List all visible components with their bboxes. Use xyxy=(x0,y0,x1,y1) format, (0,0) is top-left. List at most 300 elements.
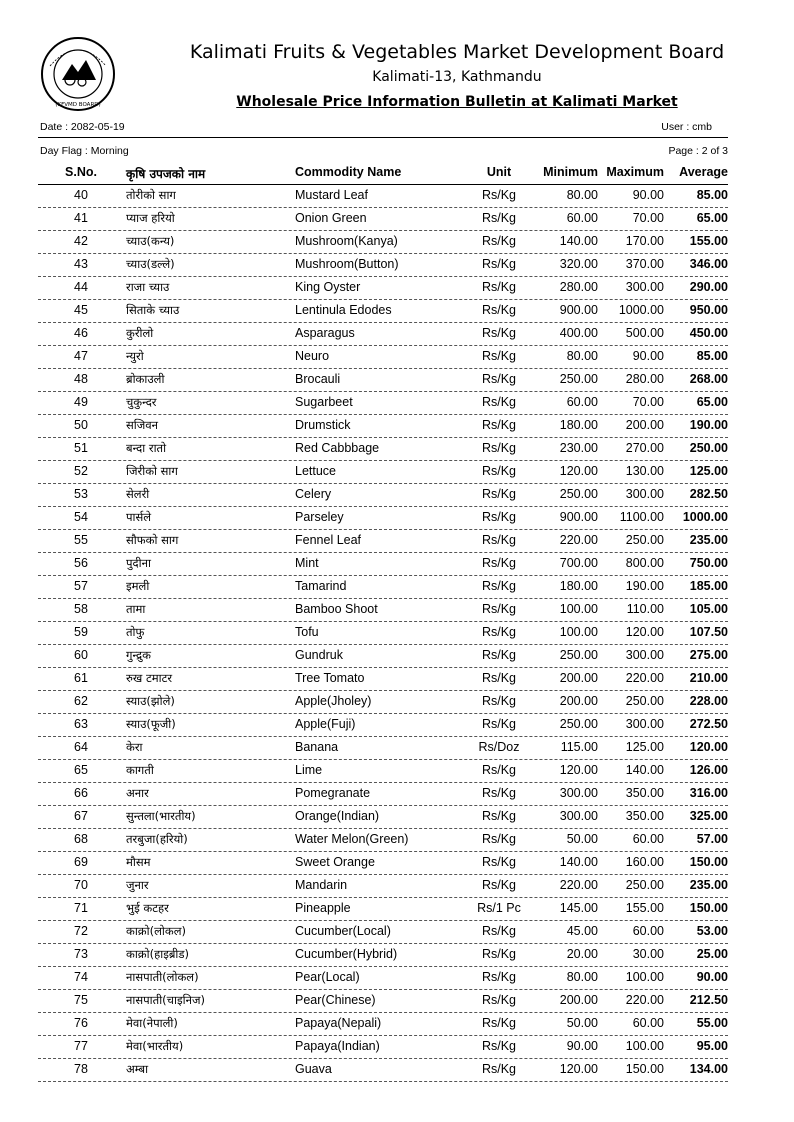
serial-number: 42 xyxy=(74,234,88,248)
commodity-name: Pineapple xyxy=(295,901,351,915)
max-price: 270.00 xyxy=(625,441,664,455)
nepali-name: सेलरी xyxy=(126,487,150,501)
nepali-name: च्याउ(डल्ले) xyxy=(126,257,175,271)
avg-price: 250.00 xyxy=(689,441,728,455)
max-price: 155.00 xyxy=(625,901,664,915)
table-row xyxy=(0,967,794,990)
nepali-name: तरबुजा(हरियो) xyxy=(126,832,188,846)
nepali-name: काक्रो(लोकल) xyxy=(126,924,186,938)
serial-number: 70 xyxy=(74,878,88,892)
serial-number: 66 xyxy=(74,786,88,800)
commodity-name: Gundruk xyxy=(295,648,343,662)
nepali-name: तोफु xyxy=(126,625,145,639)
table-row xyxy=(0,622,794,645)
avg-price: 155.00 xyxy=(689,234,728,248)
table-row xyxy=(0,254,794,277)
commodity-name: Papaya(Nepali) xyxy=(295,1016,382,1030)
report-user: User : cmb xyxy=(661,121,712,133)
commodity-name: Orange(Indian) xyxy=(295,809,380,823)
col-header-average: Average xyxy=(679,165,728,179)
avg-price: 90.00 xyxy=(696,970,728,984)
serial-number: 62 xyxy=(74,694,88,708)
avg-price: 272.50 xyxy=(689,717,728,731)
min-price: 80.00 xyxy=(566,970,598,984)
table-row xyxy=(0,369,794,392)
min-price: 180.00 xyxy=(559,579,598,593)
min-price: 45.00 xyxy=(566,924,598,938)
max-price: 70.00 xyxy=(632,211,664,225)
board-title: Kalimati Fruits & Vegetables Market Development Board xyxy=(189,41,725,63)
commodity-name: Lime xyxy=(295,763,323,777)
avg-price: 95.00 xyxy=(696,1039,728,1053)
commodity-name: Mushroom(Button) xyxy=(295,257,399,271)
table-row xyxy=(0,415,794,438)
commodity-name: King Oyster xyxy=(295,280,361,294)
col-header-maximum: Maximum xyxy=(606,165,664,179)
avg-price: 150.00 xyxy=(689,901,728,915)
table-row xyxy=(0,1013,794,1036)
min-price: 300.00 xyxy=(559,786,598,800)
nepali-name: काक्रो(हाइब्रीड) xyxy=(126,947,190,961)
table-row xyxy=(0,231,794,254)
commodity-name: Tree Tomato xyxy=(295,671,365,685)
nepali-name: पार्सले xyxy=(126,510,152,524)
commodity-name: Apple(Jholey) xyxy=(295,694,372,708)
min-price: 120.00 xyxy=(559,763,598,777)
min-price: 60.00 xyxy=(566,395,598,409)
serial-number: 76 xyxy=(74,1016,88,1030)
serial-number: 46 xyxy=(74,326,88,340)
avg-price: 450.00 xyxy=(689,326,728,340)
serial-number: 55 xyxy=(74,533,88,547)
unit: Rs/Kg xyxy=(481,464,517,478)
commodity-name: Cucumber(Hybrid) xyxy=(295,947,398,961)
serial-number: 77 xyxy=(74,1039,88,1053)
nepali-name: नासपाती(चाइनिज) xyxy=(126,993,205,1007)
nepali-name: जिरीको साग xyxy=(126,464,178,478)
min-price: 220.00 xyxy=(559,878,598,892)
max-price: 500.00 xyxy=(625,326,664,340)
commodity-name: Bamboo Shoot xyxy=(295,602,378,616)
serial-number: 65 xyxy=(74,763,88,777)
max-price: 220.00 xyxy=(625,993,664,1007)
avg-price: 150.00 xyxy=(689,855,728,869)
min-price: 900.00 xyxy=(559,510,598,524)
serial-number: 59 xyxy=(74,625,88,639)
serial-number: 41 xyxy=(74,211,88,225)
avg-price: 134.00 xyxy=(689,1062,728,1076)
serial-number: 74 xyxy=(74,970,88,984)
table-row xyxy=(0,438,794,461)
commodity-name: Tamarind xyxy=(295,579,347,593)
commodity-name: Brocauli xyxy=(295,372,341,386)
max-price: 1000.00 xyxy=(618,303,664,317)
min-price: 60.00 xyxy=(566,211,598,225)
unit: Rs/Kg xyxy=(481,1039,517,1053)
avg-price: 212.50 xyxy=(689,993,728,1007)
report-date: Date : 2082-05-19 xyxy=(40,121,125,133)
col-header-sno: S.No. xyxy=(65,165,97,179)
nepali-name: तोरीको साग xyxy=(126,188,176,202)
unit: Rs/Kg xyxy=(481,625,517,639)
nepali-name: मेवा(नेपाली) xyxy=(126,1016,178,1030)
serial-number: 49 xyxy=(74,395,88,409)
avg-price: 107.50 xyxy=(689,625,728,639)
commodity-name: Parseley xyxy=(295,510,344,524)
min-price: 700.00 xyxy=(559,556,598,570)
avg-price: 65.00 xyxy=(696,211,728,225)
min-price: 140.00 xyxy=(559,234,598,248)
col-header-nepali-name: कृषि उपजको नाम xyxy=(126,167,206,181)
table-row xyxy=(0,599,794,622)
serial-number: 61 xyxy=(74,671,88,685)
max-price: 140.00 xyxy=(625,763,664,777)
unit: Rs/Kg xyxy=(481,533,517,547)
unit: Rs/Kg xyxy=(481,809,517,823)
nepali-name: सजिवन xyxy=(126,418,159,432)
table-row xyxy=(0,208,794,231)
unit: Rs/Kg xyxy=(481,924,517,938)
unit: Rs/Kg xyxy=(481,326,517,340)
min-price: 50.00 xyxy=(566,832,598,846)
min-price: 100.00 xyxy=(559,602,598,616)
commodity-name: Banana xyxy=(295,740,339,754)
header-divider xyxy=(38,137,728,138)
unit: Rs/Kg xyxy=(481,579,517,593)
avg-price: 125.00 xyxy=(689,464,728,478)
nepali-name: केरा xyxy=(126,740,143,754)
avg-price: 210.00 xyxy=(689,671,728,685)
table-row xyxy=(0,1059,794,1082)
commodity-name: Mushroom(Kanya) xyxy=(295,234,398,248)
table-row xyxy=(0,783,794,806)
nepali-name: कुरीलो xyxy=(126,326,154,340)
table-row xyxy=(0,898,794,921)
serial-number: 63 xyxy=(74,717,88,731)
table-row xyxy=(0,760,794,783)
table-row xyxy=(0,645,794,668)
avg-price: 316.00 xyxy=(689,786,728,800)
min-price: 50.00 xyxy=(566,1016,598,1030)
commodity-name: Pomegranate xyxy=(295,786,371,800)
serial-number: 78 xyxy=(74,1062,88,1076)
min-price: 200.00 xyxy=(559,694,598,708)
commodity-name: Fennel Leaf xyxy=(295,533,362,547)
min-price: 250.00 xyxy=(559,372,598,386)
svg-text:(KFVMD BOARD): (KFVMD BOARD) xyxy=(55,102,101,108)
nepali-name: पुदीना xyxy=(126,556,151,570)
commodity-name: Red Cabbbage xyxy=(295,441,380,455)
unit: Rs/Kg xyxy=(481,878,517,892)
max-price: 160.00 xyxy=(625,855,664,869)
unit: Rs/Kg xyxy=(481,694,517,708)
max-price: 370.00 xyxy=(625,257,664,271)
serial-number: 69 xyxy=(74,855,88,869)
unit: Rs/Kg xyxy=(481,211,517,225)
nepali-name: चुकुन्दर xyxy=(126,395,157,409)
serial-number: 48 xyxy=(74,372,88,386)
commodity-name: Celery xyxy=(295,487,332,501)
min-price: 280.00 xyxy=(559,280,598,294)
serial-number: 57 xyxy=(74,579,88,593)
col-header-minimum: Minimum xyxy=(543,165,598,179)
min-price: 20.00 xyxy=(566,947,598,961)
serial-number: 58 xyxy=(74,602,88,616)
nepali-name: बन्दा रातो xyxy=(126,441,167,455)
avg-price: 85.00 xyxy=(696,349,728,363)
unit: Rs/Kg xyxy=(481,993,517,1007)
table-row xyxy=(0,507,794,530)
unit: Rs/Kg xyxy=(481,832,517,846)
day-flag: Day Flag : Morning xyxy=(40,145,129,157)
max-price: 350.00 xyxy=(625,786,664,800)
unit: Rs/Kg xyxy=(481,372,517,386)
min-price: 230.00 xyxy=(559,441,598,455)
commodity-name: Pear(Chinese) xyxy=(295,993,376,1007)
commodity-name: Mandarin xyxy=(295,878,348,892)
max-price: 300.00 xyxy=(625,280,664,294)
serial-number: 45 xyxy=(74,303,88,317)
max-price: 300.00 xyxy=(625,648,664,662)
max-price: 90.00 xyxy=(632,188,664,202)
unit: Rs/Kg xyxy=(481,257,517,271)
avg-price: 190.00 xyxy=(689,418,728,432)
min-price: 100.00 xyxy=(559,625,598,639)
commodity-name: Cucumber(Local) xyxy=(295,924,391,938)
table-row xyxy=(0,461,794,484)
table-row xyxy=(0,691,794,714)
avg-price: 65.00 xyxy=(696,395,728,409)
avg-price: 275.00 xyxy=(689,648,728,662)
avg-price: 105.00 xyxy=(689,602,728,616)
nepali-name: जुनार xyxy=(126,878,149,892)
min-price: 120.00 xyxy=(559,464,598,478)
commodity-name: Pear(Local) xyxy=(295,970,360,984)
max-price: 220.00 xyxy=(625,671,664,685)
nepali-name: सौफको साग xyxy=(126,533,179,547)
serial-number: 68 xyxy=(74,832,88,846)
unit: Rs/Kg xyxy=(481,786,517,800)
table-row xyxy=(0,944,794,967)
avg-price: 185.00 xyxy=(689,579,728,593)
commodity-name: Guava xyxy=(295,1062,332,1076)
commodity-name: Papaya(Indian) xyxy=(295,1039,380,1053)
max-price: 130.00 xyxy=(625,464,664,478)
unit: Rs/Kg xyxy=(481,947,517,961)
table-row xyxy=(0,530,794,553)
max-price: 250.00 xyxy=(625,533,664,547)
max-price: 300.00 xyxy=(625,487,664,501)
max-price: 1100.00 xyxy=(619,510,664,524)
min-price: 115.00 xyxy=(560,740,598,754)
serial-number: 60 xyxy=(74,648,88,662)
nepali-name: गुन्द्रुक xyxy=(126,648,151,662)
serial-number: 53 xyxy=(74,487,88,501)
board-address: Kalimati-13, Kathmandu xyxy=(372,69,542,85)
avg-price: 290.00 xyxy=(689,280,728,294)
max-price: 70.00 xyxy=(632,395,664,409)
table-row xyxy=(0,392,794,415)
min-price: 300.00 xyxy=(559,809,598,823)
logo-seal-icon xyxy=(40,36,116,112)
unit: Rs/Kg xyxy=(481,1016,517,1030)
nepali-name: तामा xyxy=(126,602,146,616)
max-price: 110.00 xyxy=(626,602,664,616)
commodity-name: Asparagus xyxy=(295,326,355,340)
avg-price: 228.00 xyxy=(689,694,728,708)
nepali-name: रुख टमाटर xyxy=(126,671,173,685)
min-price: 200.00 xyxy=(559,671,598,685)
unit: Rs/Kg xyxy=(481,556,517,570)
table-row xyxy=(0,277,794,300)
unit: Rs/Kg xyxy=(481,303,517,317)
table-row xyxy=(0,714,794,737)
unit: Rs/Kg xyxy=(481,970,517,984)
commodity-name: Neuro xyxy=(295,349,330,363)
table-row xyxy=(0,553,794,576)
nepali-name: सिताके च्याउ xyxy=(126,303,180,317)
nepali-name: मौसम xyxy=(126,855,151,869)
serial-number: 51 xyxy=(74,441,88,455)
min-price: 320.00 xyxy=(559,257,598,271)
nepali-name: मेवा(भारतीय) xyxy=(126,1039,184,1053)
serial-number: 67 xyxy=(74,809,88,823)
commodity-name: Lettuce xyxy=(295,464,337,478)
min-price: 200.00 xyxy=(559,993,598,1007)
max-price: 300.00 xyxy=(625,717,664,731)
serial-number: 52 xyxy=(74,464,88,478)
unit: Rs/Doz xyxy=(478,740,520,754)
min-price: 90.00 xyxy=(566,1039,598,1053)
max-price: 125.00 xyxy=(625,740,664,754)
commodity-name: Sweet Orange xyxy=(295,855,375,869)
unit: Rs/Kg xyxy=(481,349,517,363)
kfvmd-logo xyxy=(40,36,116,112)
commodity-name: Lentinula Edodes xyxy=(295,303,392,317)
max-price: 250.00 xyxy=(625,694,664,708)
serial-number: 43 xyxy=(74,257,88,271)
avg-price: 282.50 xyxy=(689,487,728,501)
max-price: 150.00 xyxy=(625,1062,664,1076)
nepali-name: च्याउ(कन्य) xyxy=(126,234,175,248)
max-price: 90.00 xyxy=(632,349,664,363)
table-row xyxy=(0,668,794,691)
avg-price: 750.00 xyxy=(689,556,728,570)
col-header-unit: Unit xyxy=(486,165,512,179)
avg-price: 57.00 xyxy=(696,832,728,846)
max-price: 350.00 xyxy=(625,809,664,823)
max-price: 170.00 xyxy=(625,234,664,248)
serial-number: 54 xyxy=(74,510,88,524)
table-row xyxy=(0,1036,794,1059)
serial-number: 75 xyxy=(74,993,88,1007)
table-row xyxy=(0,852,794,875)
avg-price: 235.00 xyxy=(689,878,728,892)
serial-number: 47 xyxy=(74,349,88,363)
unit: Rs/Kg xyxy=(481,671,517,685)
table-row xyxy=(0,806,794,829)
min-price: 250.00 xyxy=(559,648,598,662)
table-row xyxy=(0,185,794,208)
nepali-name: राजा च्याउ xyxy=(126,280,170,294)
nepali-name: प्याज हरियो xyxy=(126,211,175,225)
commodity-name: Apple(Fuji) xyxy=(295,717,356,731)
min-price: 250.00 xyxy=(559,717,598,731)
table-row xyxy=(0,300,794,323)
unit: Rs/Kg xyxy=(481,441,517,455)
serial-number: 72 xyxy=(74,924,88,938)
min-price: 80.00 xyxy=(566,188,598,202)
unit: Rs/Kg xyxy=(481,648,517,662)
min-price: 180.00 xyxy=(559,418,598,432)
table-row xyxy=(0,576,794,599)
avg-price: 1000.00 xyxy=(682,510,728,524)
min-price: 250.00 xyxy=(559,487,598,501)
nepali-name: कागती xyxy=(126,763,154,777)
serial-number: 44 xyxy=(74,280,88,294)
max-price: 100.00 xyxy=(625,970,664,984)
nepali-name: इमली xyxy=(126,579,150,593)
nepali-name: अम्बा xyxy=(126,1062,149,1076)
unit: Rs/Kg xyxy=(481,510,517,524)
unit: Rs/Kg xyxy=(481,1062,517,1076)
unit: Rs/Kg xyxy=(481,487,517,501)
max-price: 60.00 xyxy=(632,1016,664,1030)
serial-number: 40 xyxy=(74,188,88,202)
max-price: 280.00 xyxy=(625,372,664,386)
max-price: 250.00 xyxy=(625,878,664,892)
nepali-name: भुई कटहर xyxy=(126,901,169,915)
unit: Rs/1 Pc xyxy=(477,901,521,915)
nepali-name: सुन्तला(भारतीय) xyxy=(126,809,196,823)
max-price: 30.00 xyxy=(632,947,664,961)
max-price: 100.00 xyxy=(625,1039,664,1053)
unit: Rs/Kg xyxy=(481,717,517,731)
max-price: 60.00 xyxy=(632,924,664,938)
avg-price: 325.00 xyxy=(689,809,728,823)
table-row xyxy=(0,990,794,1013)
avg-price: 85.00 xyxy=(696,188,728,202)
commodity-name: Sugarbeet xyxy=(295,395,353,409)
serial-number: 56 xyxy=(74,556,88,570)
commodity-name: Drumstick xyxy=(295,418,351,432)
max-price: 120.00 xyxy=(625,625,664,639)
table-row xyxy=(0,346,794,369)
commodity-name: Onion Green xyxy=(295,211,367,225)
serial-number: 73 xyxy=(74,947,88,961)
commodity-name: Tofu xyxy=(295,625,319,639)
commodity-name: Mustard Leaf xyxy=(295,188,368,202)
unit: Rs/Kg xyxy=(481,763,517,777)
unit: Rs/Kg xyxy=(481,395,517,409)
avg-price: 25.00 xyxy=(696,947,728,961)
serial-number: 71 xyxy=(74,901,88,915)
nepali-name: ब्रोकाउली xyxy=(126,372,165,386)
avg-price: 126.00 xyxy=(689,763,728,777)
nepali-name: अनार xyxy=(126,786,149,800)
commodity-name: Water Melon(Green) xyxy=(295,832,409,846)
max-price: 200.00 xyxy=(625,418,664,432)
serial-number: 50 xyxy=(74,418,88,432)
table-row xyxy=(0,875,794,898)
page-number: Page : 2 of 3 xyxy=(668,145,728,157)
min-price: 140.00 xyxy=(559,855,598,869)
nepali-name: स्याउ(फूजी) xyxy=(126,717,176,731)
serial-number: 64 xyxy=(74,740,88,754)
avg-price: 235.00 xyxy=(689,533,728,547)
max-price: 800.00 xyxy=(625,556,664,570)
min-price: 80.00 xyxy=(566,349,598,363)
